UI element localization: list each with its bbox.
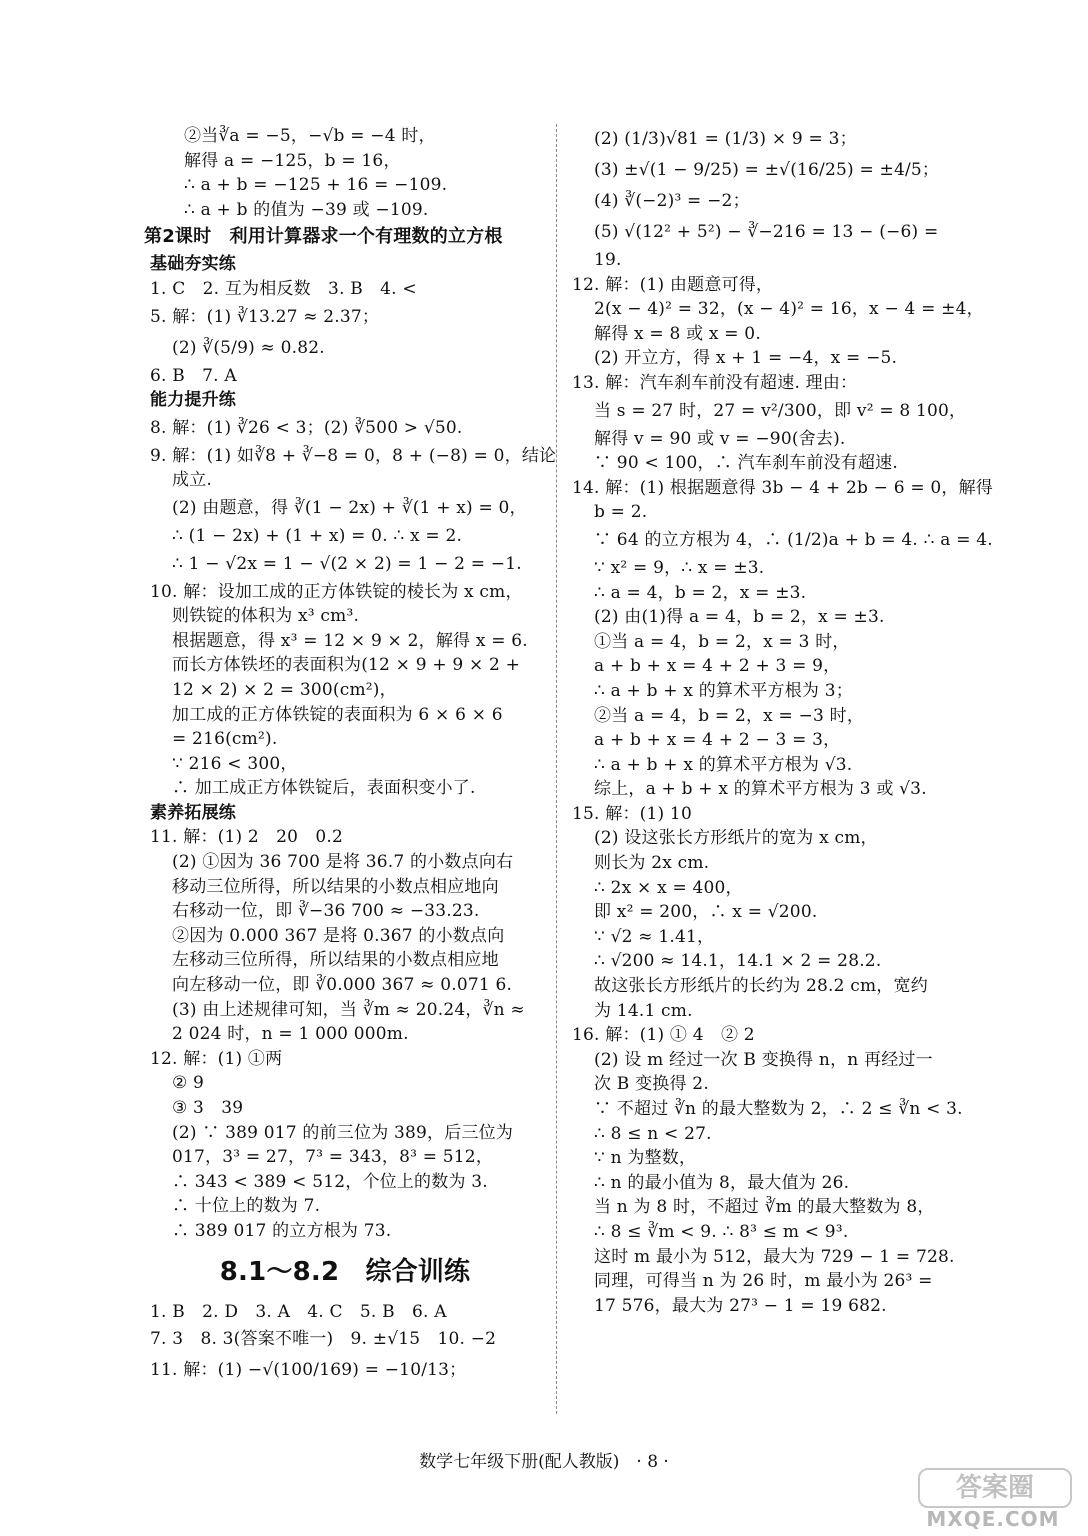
- watermark-logo: 答案圈: [918, 1468, 1072, 1508]
- subsection-heading: 素养拓展练: [150, 802, 236, 823]
- text-line: ∵ √2 ≈ 1.41，: [594, 926, 715, 947]
- text-line: 解得 a = −125，b = 16，: [184, 150, 401, 171]
- text-line: 左移动三位所得，所以结果的小数点相应地: [172, 950, 499, 971]
- text-line: ② 9: [172, 1073, 205, 1094]
- text-line: 故这张长方形纸片的长约为 28.2 cm，宽约: [594, 976, 928, 997]
- text-line: 14. 解：(1) 根据题意得 3b − 4 + 2b − 6 = 0，解得: [572, 477, 993, 498]
- text-line: 当 n 为 8 时，不超过 ∛m 的最大整数为 8，: [594, 1197, 935, 1218]
- text-line: 而长方体铁坯的表面积为(12 × 9 + 9 × 2 +: [172, 655, 521, 676]
- text-line: 综上，a + b + x 的算术平方根为 3 或 √3.: [594, 779, 927, 800]
- text-line: = 216(cm²).: [172, 729, 278, 750]
- text-line: 6. B 7. A: [150, 365, 237, 386]
- text-line: 1. C 2. 互为相反数 3. B 4. <: [150, 278, 417, 299]
- text-line: ∴ 2x × x = 400，: [594, 877, 743, 898]
- text-line: ②当 a = 4，b = 2，x = −3 时，: [594, 705, 865, 726]
- subsection-heading: 能力提升练: [150, 390, 236, 411]
- text-line: (2) 设这张长方形纸片的宽为 x cm，: [594, 828, 878, 849]
- text-line: ∴ (1 − 2x) + (1 + x) = 0. ∴ x = 2.: [172, 525, 463, 546]
- text-line: ①当 a = 4，b = 2，x = 3 时，: [594, 631, 850, 652]
- text-line: (2) (1/3)√81 = (1/3) × 9 = 3；: [594, 129, 857, 149]
- text-line: ∴ 1 − √2x = 1 − √(2 × 2) = 1 − 2 = −1.: [172, 553, 522, 574]
- text-line: 7. 3 8. 3(答案不唯一) 9. ±√15 10. −2: [150, 1329, 497, 1350]
- text-line: ∴ 389 017 的立方根为 73.: [172, 1220, 392, 1241]
- text-line: 移动三位所得，所以结果的小数点相应地向: [172, 876, 499, 897]
- text-line: ∴ n 的最小值为 8，最大值为 26.: [594, 1172, 850, 1193]
- text-line: a + b + x = 4 + 2 − 3 = 3，: [594, 730, 841, 751]
- text-line: 则长为 2x cm.: [594, 853, 710, 874]
- text-line: ∴ a + b + x 的算术平方根为 √3.: [594, 754, 853, 775]
- text-line: 次 B 变换得 2.: [594, 1074, 709, 1095]
- text-line: ②当∛a = −5，−√b = −4 时，: [184, 126, 436, 146]
- text-line: 12 × 2) × 2 = 300(cm²)，: [172, 679, 397, 700]
- text-line: (3) 由上述规律可知，当 ∛m ≈ 20.24，∛n ≈: [172, 999, 525, 1020]
- text-line: ∴ a + b = −125 + 16 = −109.: [184, 175, 448, 196]
- lesson-heading: 第2课时 利用计算器求一个有理数的立方根: [144, 226, 503, 248]
- text-line: 成立.: [172, 470, 213, 491]
- text-line: 即 x² = 200，∴ x = √200.: [594, 902, 818, 923]
- text-line: 9. 解：(1) 如∛8 + ∛−8 = 0，8 + (−8) = 0，结论: [150, 445, 557, 466]
- text-line: 017，3³ = 27，7³ = 343，8³ = 512，: [172, 1147, 494, 1168]
- text-line: 2(x − 4)² = 32，(x − 4)² = 16，x − 4 = ±4，: [594, 299, 984, 320]
- text-line: (2) ①因为 36 700 是将 36.7 的小数点向右: [172, 852, 514, 873]
- text-line: 15. 解：(1) 10: [572, 803, 692, 824]
- text-line: 16. 解：(1) ① 4 ② 2: [572, 1025, 755, 1046]
- text-line: ∵ 不超过 ∛n 的最大整数为 2，∴ 2 ≤ ∛n < 3.: [594, 1099, 963, 1119]
- text-line: 17 576，最大为 27³ − 1 = 19 682.: [594, 1295, 887, 1316]
- text-line: ∴ a + b + x 的算术平方根为 3；: [594, 680, 853, 701]
- text-line: (2) 设 m 经过一次 B 变换得 n，n 再经过一: [594, 1049, 933, 1070]
- text-line: ∵ x² = 9，∴ x = ±3.: [594, 557, 765, 578]
- text-line: ∴ 加工成正方体铁锭后，表面积变小了.: [172, 778, 476, 799]
- text-line: ②因为 0.000 367 是将 0.367 的小数点向: [172, 925, 505, 946]
- text-line: 为 14.1 cm.: [594, 1000, 693, 1021]
- text-line: (2) 由题意，得 ∛(1 − 2x) + ∛(1 + x) = 0，: [172, 497, 527, 518]
- text-line: (2) 由(1)得 a = 4，b = 2，x = ±3.: [594, 607, 885, 628]
- text-line: (2) ∵ 389 017 的前三位为 389，后三位为: [172, 1122, 514, 1143]
- text-line: a + b + x = 4 + 2 + 3 = 9，: [594, 656, 841, 677]
- section-title: 8.1～8.2 综合训练: [219, 1256, 471, 1287]
- subsection-heading: 基础夯实练: [150, 254, 236, 275]
- text-line: (4) ∛(−2)³ = −2；: [594, 191, 750, 211]
- text-line: 同理，可得当 n 为 26 时，m 最小为 26³ =: [594, 1271, 933, 1292]
- text-line: 8. 解：(1) ∛26 < 3；(2) ∛500 > √50.: [150, 417, 463, 438]
- text-line: 12. 解：(1) 由题意可得，: [572, 274, 774, 295]
- text-line: (2) ∛(5/9) ≈ 0.82.: [172, 337, 325, 358]
- text-line: ∴ a + b 的值为 −39 或 −109.: [184, 199, 429, 220]
- text-line: ∵ 90 < 100，∴ 汽车刹车前没有超速.: [594, 453, 898, 474]
- text-line: 11. 解：(1) 2 20 0.2: [150, 827, 344, 848]
- text-line: 12. 解：(1) ①两: [150, 1048, 283, 1069]
- text-line: 解得 x = 8 或 x = 0.: [594, 323, 761, 344]
- text-line: 1. B 2. D 3. A 4. C 5. B 6. A: [150, 1301, 447, 1322]
- text-line: 加工成的正方体铁锭的表面积为 6 × 6 × 6: [172, 704, 503, 725]
- text-line: (3) ±√(1 − 9/25) = ±√(16/25) = ±4/5；: [594, 160, 940, 180]
- right-column: [572, 124, 993, 1318]
- text-line: (5) √(12² + 5²) − ∛−216 = 13 − (−6) =: [594, 222, 939, 242]
- text-line: ∴ 343 < 389 < 512，个位上的数为 3.: [172, 1171, 488, 1192]
- text-line: 11. 解：(1) −√(100/169) = −10/13；: [150, 1360, 467, 1381]
- text-line: 5. 解：(1) ∛13.27 ≈ 2.37；: [150, 306, 380, 327]
- text-line: ∴ a = 4，b = 2，x = ±3.: [594, 582, 807, 603]
- text-line: ③ 3 39: [172, 1098, 244, 1118]
- text-line: 2 024 时，n = 1 000 000m.: [172, 1024, 409, 1045]
- text-line: 当 s = 27 时，27 = v²/300，即 v² = 8 100，: [594, 400, 967, 421]
- page-footer: 数学七年级下册(配人教版) · 8 ·: [419, 1452, 669, 1472]
- text-line: 向左移动一位，即 ∛0.000 367 ≈ 0.071 6.: [172, 975, 513, 996]
- text-line: 19.: [594, 250, 622, 270]
- text-line: 解得 v = 90 或 v = −90(舍去).: [594, 428, 846, 449]
- watermark: [918, 1468, 1068, 1530]
- left-column: [144, 124, 557, 1386]
- text-line: ∵ n 为整数，: [594, 1148, 697, 1169]
- text-line: (2) 开立方，得 x + 1 = −4，x = −5.: [594, 348, 898, 369]
- text-line: 13. 解：汽车刹车前没有超速. 理由：: [572, 372, 858, 393]
- column-divider: [556, 124, 557, 1414]
- text-line: ∴ 8 ≤ n < 27.: [594, 1123, 712, 1144]
- text-line: 则铁锭的体积为 x³ cm³.: [172, 606, 360, 627]
- text-line: b = 2.: [594, 502, 648, 523]
- text-line: ∴ 十位上的数为 7.: [172, 1196, 321, 1217]
- text-line: ∵ 64 的立方根为 4，∴ (1/2)a + b = 4. ∴ a = 4.: [594, 529, 993, 550]
- text-line: ∴ 8 ≤ ∛m < 9. ∴ 8³ ≤ m < 9³.: [594, 1221, 849, 1242]
- text-line: 根据题意，得 x³ = 12 × 9 × 2，解得 x = 6.: [172, 630, 528, 651]
- text-line: 右移动一位，即 ∛−36 700 ≈ −33.23.: [172, 901, 480, 922]
- text-line: ∵ 216 < 300，: [172, 753, 298, 774]
- text-line: ∴ √200 ≈ 14.1，14.1 × 2 = 28.2.: [594, 951, 882, 972]
- text-line: 这时 m 最小为 512，最大为 729 − 1 = 728.: [594, 1246, 955, 1267]
- text-line: 10. 解：设加工成的正方体铁锭的棱长为 x cm，: [150, 581, 523, 602]
- watermark-text: MXQE.COM: [926, 1507, 1060, 1531]
